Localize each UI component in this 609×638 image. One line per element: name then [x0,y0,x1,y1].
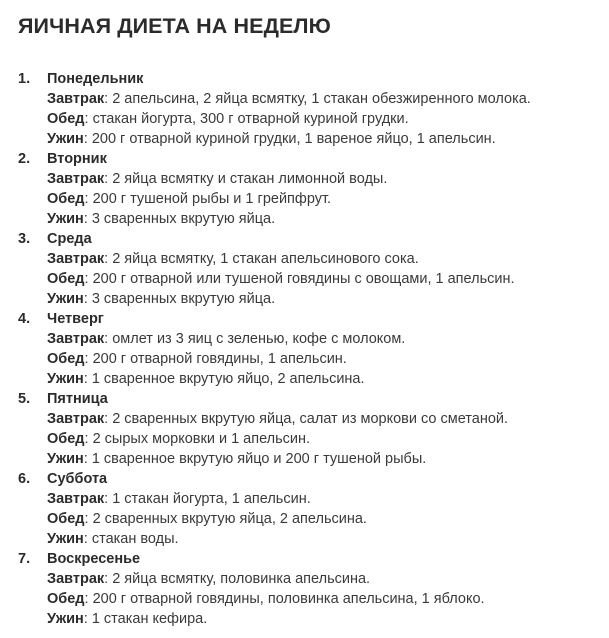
meal-lunch [47,349,599,369]
meal-text: : 2 апельсина, 2 яйца всмятку, 1 стакан обезжиренного молока. [104,91,531,107]
meal-label: Завтрак [47,331,105,347]
meal-lunch [47,509,599,529]
day-name: Суббота [47,471,108,487]
meal-label: Ужин [47,611,84,627]
day-item-saturday [18,469,599,549]
meal-text: : 3 сваренных вкрутую яйца. [83,291,276,307]
meal-breakfast [47,329,599,349]
meal-label: Обед [47,111,85,127]
meal-dinner [47,449,599,469]
meal-text: : 2 сваренных вкрутую яйца, 2 апельсина. [84,511,367,527]
meal-label: Завтрак [47,251,105,267]
day-item-wednesday [18,229,599,309]
meal-label: Обед [47,431,85,447]
meal-label: Завтрак [47,571,105,587]
meal-lunch [47,589,599,609]
meal-dinner [47,609,599,629]
day-item-thursday [18,309,599,389]
day-item-sunday [18,549,599,629]
meal-text: : омлет из 3 яиц с зеленью, кофе с молоком. [104,331,406,347]
day-number: 7. [18,551,31,567]
meal-text: : 1 стакан кефира. [83,611,208,627]
meal-text: : 2 яйца всмятку, 1 стакан апельсинового сока. [104,251,419,267]
meal-text: : 1 сваренное вкрутую яйцо, 2 апельсина. [83,371,365,387]
day-item-monday [18,69,599,149]
meal-lunch [47,109,599,129]
day-name: Среда [47,231,92,247]
day-name: Понедельник [47,71,144,87]
day-number: 5. [18,391,31,407]
meal-dinner [47,369,599,389]
meal-label: Ужин [47,451,84,467]
meal-breakfast [47,489,599,509]
meal-text: : 3 сваренных вкрутую яйца. [83,211,276,227]
meal-breakfast [47,169,599,189]
meal-label: Ужин [47,371,84,387]
meal-label: Ужин [47,291,84,307]
meal-breakfast [47,89,599,109]
day-item-tuesday [18,149,599,229]
meal-text: : стакан воды. [83,531,179,547]
meal-text: : 200 г отварной или тушеной говядины с овощами, 1 апельсин. [84,271,515,287]
meal-text: : 2 сырых морковки и 1 апельсин. [84,431,311,447]
day-name: Четверг [47,311,104,327]
meal-text: : 200 г отварной говядины, 1 апельсин. [84,351,347,367]
day-number: 2. [18,151,31,167]
meal-text: : 1 стакан йогурта, 1 апельсин. [104,491,311,507]
meal-label: Обед [47,271,85,287]
meal-text: : 200 г тушеной рыбы и 1 грейпфрут. [84,191,332,207]
meal-breakfast [47,569,599,589]
meal-text: : 2 яйца всмятку, половинка апельсина. [104,571,371,587]
meal-breakfast [47,249,599,269]
day-name: Вторник [47,151,107,167]
meal-dinner [47,289,599,309]
meal-text: : 200 г отварной куриной грудки, 1 вареное яйцо, 1 апельсин. [83,131,496,147]
meal-label: Завтрак [47,491,105,507]
meal-lunch [47,429,599,449]
day-number: 4. [18,311,31,327]
meal-label: Завтрак [47,171,105,187]
meal-label: Ужин [47,211,84,227]
day-number: 6. [18,471,31,487]
meal-text: : 1 сваренное вкрутую яйцо и 200 г тушеной рыбы. [83,451,427,467]
day-item-friday [18,389,599,469]
meal-lunch [47,269,599,289]
meal-dinner [47,129,599,149]
meal-label: Ужин [47,131,84,147]
meal-label: Обед [47,591,85,607]
meal-text: : стакан йогурта, 300 г отварной куриной грудки. [84,111,409,127]
meal-dinner [47,209,599,229]
meal-label: Обед [47,351,85,367]
meal-label: Обед [47,511,85,527]
meal-label: Обед [47,191,85,207]
meal-dinner [47,529,599,549]
meal-breakfast [47,409,599,429]
meal-text: : 2 яйца всмятку и стакан лимонной воды. [104,171,388,187]
page-title: ЯИЧНАЯ ДИЕТА НА НЕДЕЛЮ [18,14,331,38]
day-number: 1. [18,71,31,87]
meal-lunch [47,189,599,209]
meal-label: Ужин [47,531,84,547]
day-name: Пятница [47,391,108,407]
weekly-menu-list [18,69,599,629]
meal-label: Завтрак [47,91,105,107]
day-number: 3. [18,231,31,247]
meal-label: Завтрак [47,411,105,427]
meal-text: : 200 г отварной говядины, половинка апельсина, 1 яблоко. [84,591,485,607]
day-name: Воскресенье [47,551,141,567]
meal-text: : 2 сваренных вкрутую яйца, салат из моркови со сметаной. [104,411,509,427]
